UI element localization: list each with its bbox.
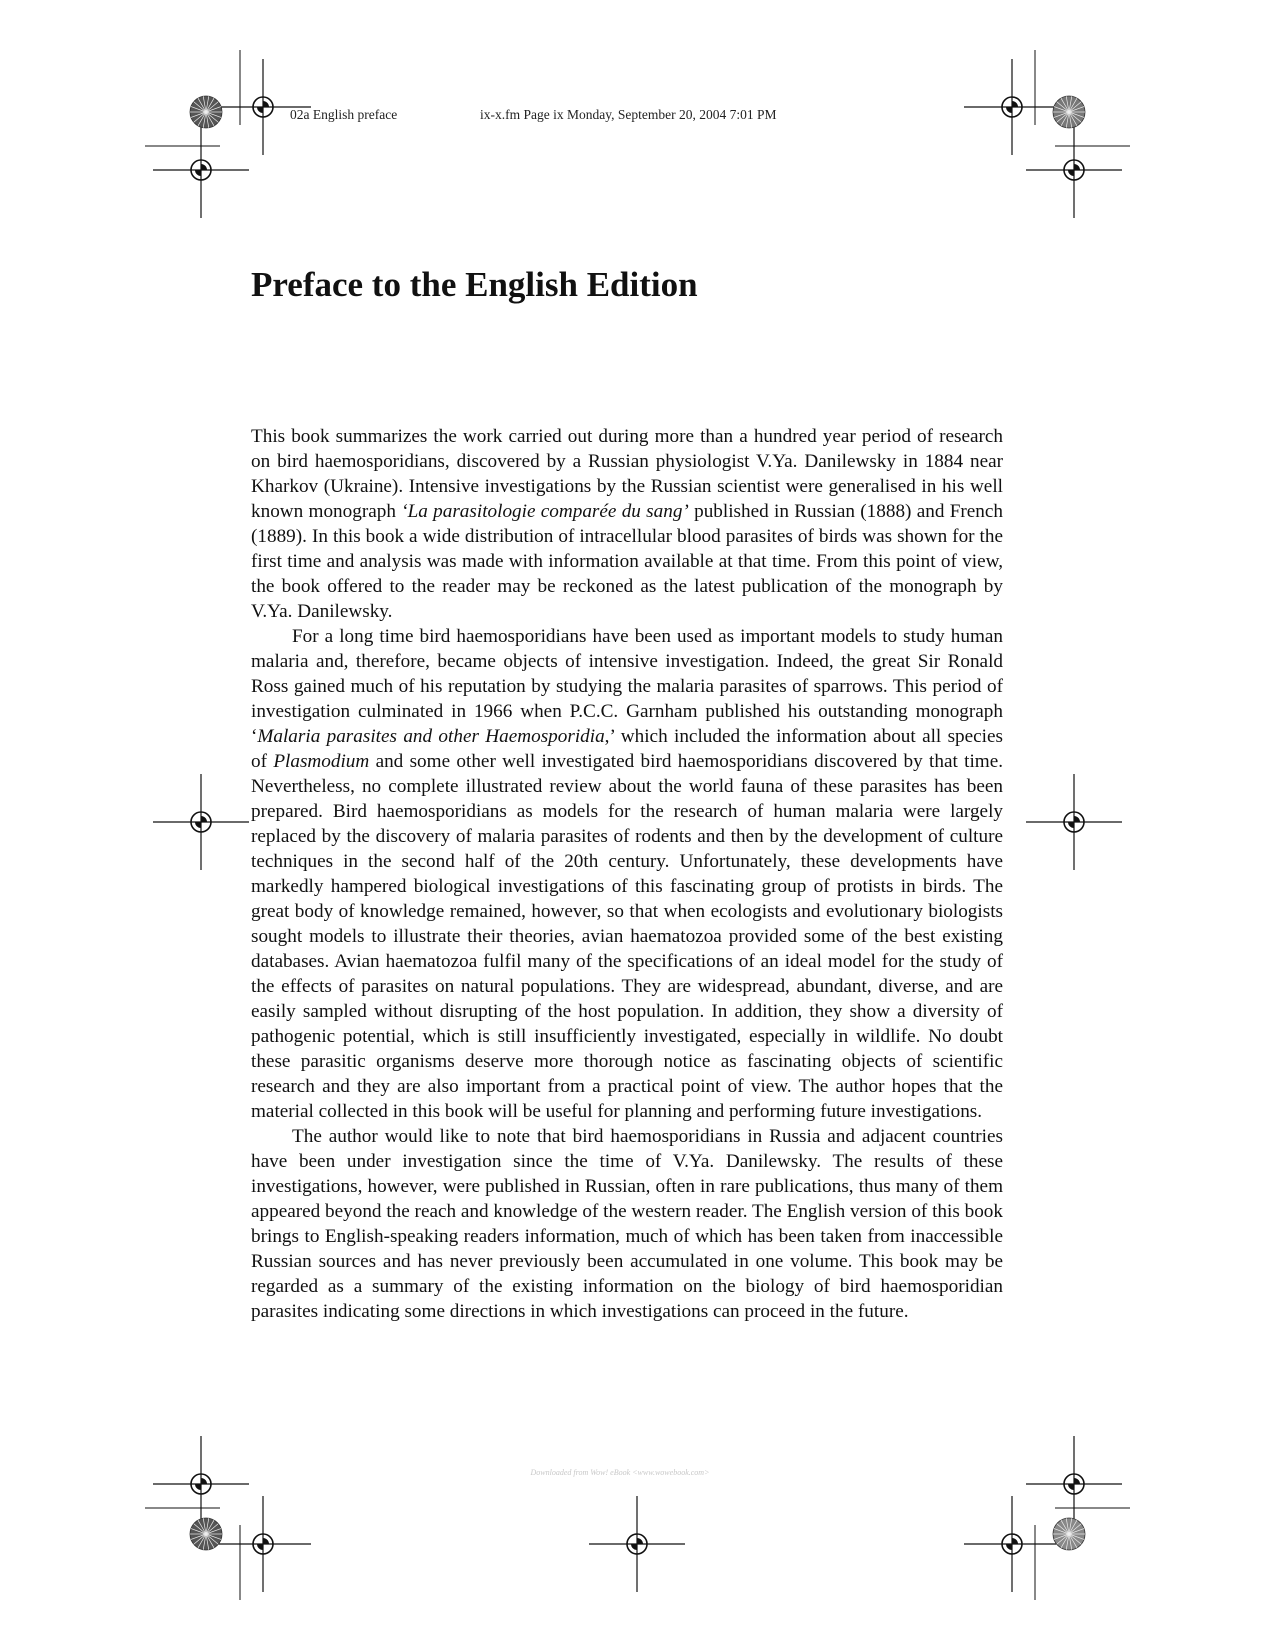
page-title: Preface to the English Edition [251, 265, 698, 304]
paragraph-2 [251, 624, 1003, 1124]
registration-target-icon [964, 1496, 1060, 1592]
slug-file-label: 02a English preface [290, 107, 398, 122]
color-bar-starburst-icon [1053, 1518, 1085, 1550]
color-bar-starburst-icon [190, 96, 222, 128]
download-watermark: Downloaded from Wow! eBook <www.wowebook.com> [530, 1468, 710, 1477]
registration-target-icon [1026, 774, 1122, 870]
color-bar-starburst-icon [190, 1518, 222, 1550]
registration-target-icon [964, 59, 1060, 155]
registration-target-icon [153, 774, 249, 870]
body-text-run: For a long time bird haemosporidians have been used as important models to study human malaria and, therefore, became objects of intensive investigation. Indeed, the great Sir Ronald Ross gained much of his reputation by studying the malaria parasites of sparrows. This period of investigation culminated in 1966 when P.C.C. Garnham published his outstanding monograph ‘ [251, 626, 1003, 747]
paragraph-1 [251, 424, 1003, 624]
registration-target-icon [215, 1496, 311, 1592]
body-text-run: published in Russian (1888) and French (1889). In this book a wide distribution of intracellular blood parasites of birds was shown for the first time and analysis was made with information available at that time. From this point of view, the book offered to the reader may be reckoned as the latest publication of the monograph by V.Ya. Danilewsky. [251, 501, 1003, 622]
registration-target-icon [153, 122, 249, 218]
body-text-run: ,’ which included the information about all species of [251, 726, 1003, 772]
body-text-run: and some other well investigated bird haemosporidians discovered by that time. Nevertheless, no complete illustrated review about the world fauna of these parasites has been prepared. Bird haemosporidians as models for the research of human malaria were largely replaced by the discovery of malaria parasites of rodents and then by the development of culture techniques in the second half of the 20th century. Unfortunately, these developments have markedly hampered biological investigations of this fascinating group of protists in birds. The great body of knowledge remained, however, so that when ecologists and evolutionary biologists sought models to illustrate their theories, avian haematozoa provided some of the best existing databases. Avian haematozoa fulfil many of the specifications of an ideal model for the study of the effects of parasites on natural populations. They are widespread, abundant, diverse, and are easily sampled without disrupting of the host population. In addition, they show a diversity of pathogenic potential, which is still insufficiently investigated, especially in wildlife. No doubt these parasitic organisms deserve more thorough notice as fascinating objects of scientific research and they are also important from a practical point of view. The author hopes that the material collected in this book will be useful for planning and performing future investigations. [251, 751, 1004, 1122]
registration-target-icon [1026, 122, 1122, 218]
preface-body [251, 424, 1003, 1324]
paragraph-3 [251, 1124, 1003, 1324]
color-bar-starburst-icon [1053, 96, 1085, 128]
body-text-run: The author would like to note that bird haemosporidians in Russia and adjacent countries have been under investigation since the time of V.Ya. Danilewsky. The results of these investigations, however, were published in Russian, often in rare publications, thus many of them appeared beyond the reach and knowledge of the western reader. The English version of this book brings to English-speaking readers information, much of which has been taken from inaccessible Russian sources and has never previously been accumulated in one volume. This book may be regarded as a summary of the existing information on the biology of bird haemosporidian parasites indicating some directions in which investigations can proceed in the future. [251, 1126, 1003, 1322]
registration-target-icon [153, 1436, 249, 1532]
slug-page-info: ix-x.fm Page ix Monday, September 20, 2004 7:01 PM [480, 107, 777, 122]
registration-target-icon [589, 1496, 685, 1592]
italic-title-text: Malaria parasites and other Haemosporidia [257, 726, 605, 747]
italic-title-text: Plasmodium [273, 751, 370, 772]
registration-target-icon [1026, 1436, 1122, 1532]
italic-title-text: ‘La parasitologie comparée du sang’ [401, 501, 689, 522]
body-text-run: This book summarizes the work carried out during more than a hundred year period of research on bird haemosporidians, discovered by a Russian physiologist V.Ya. Danilewsky in 1884 near Kharkov (Ukraine). Intensive investigations by the Russian scientist were generalised in his well known monograph [251, 426, 1003, 522]
